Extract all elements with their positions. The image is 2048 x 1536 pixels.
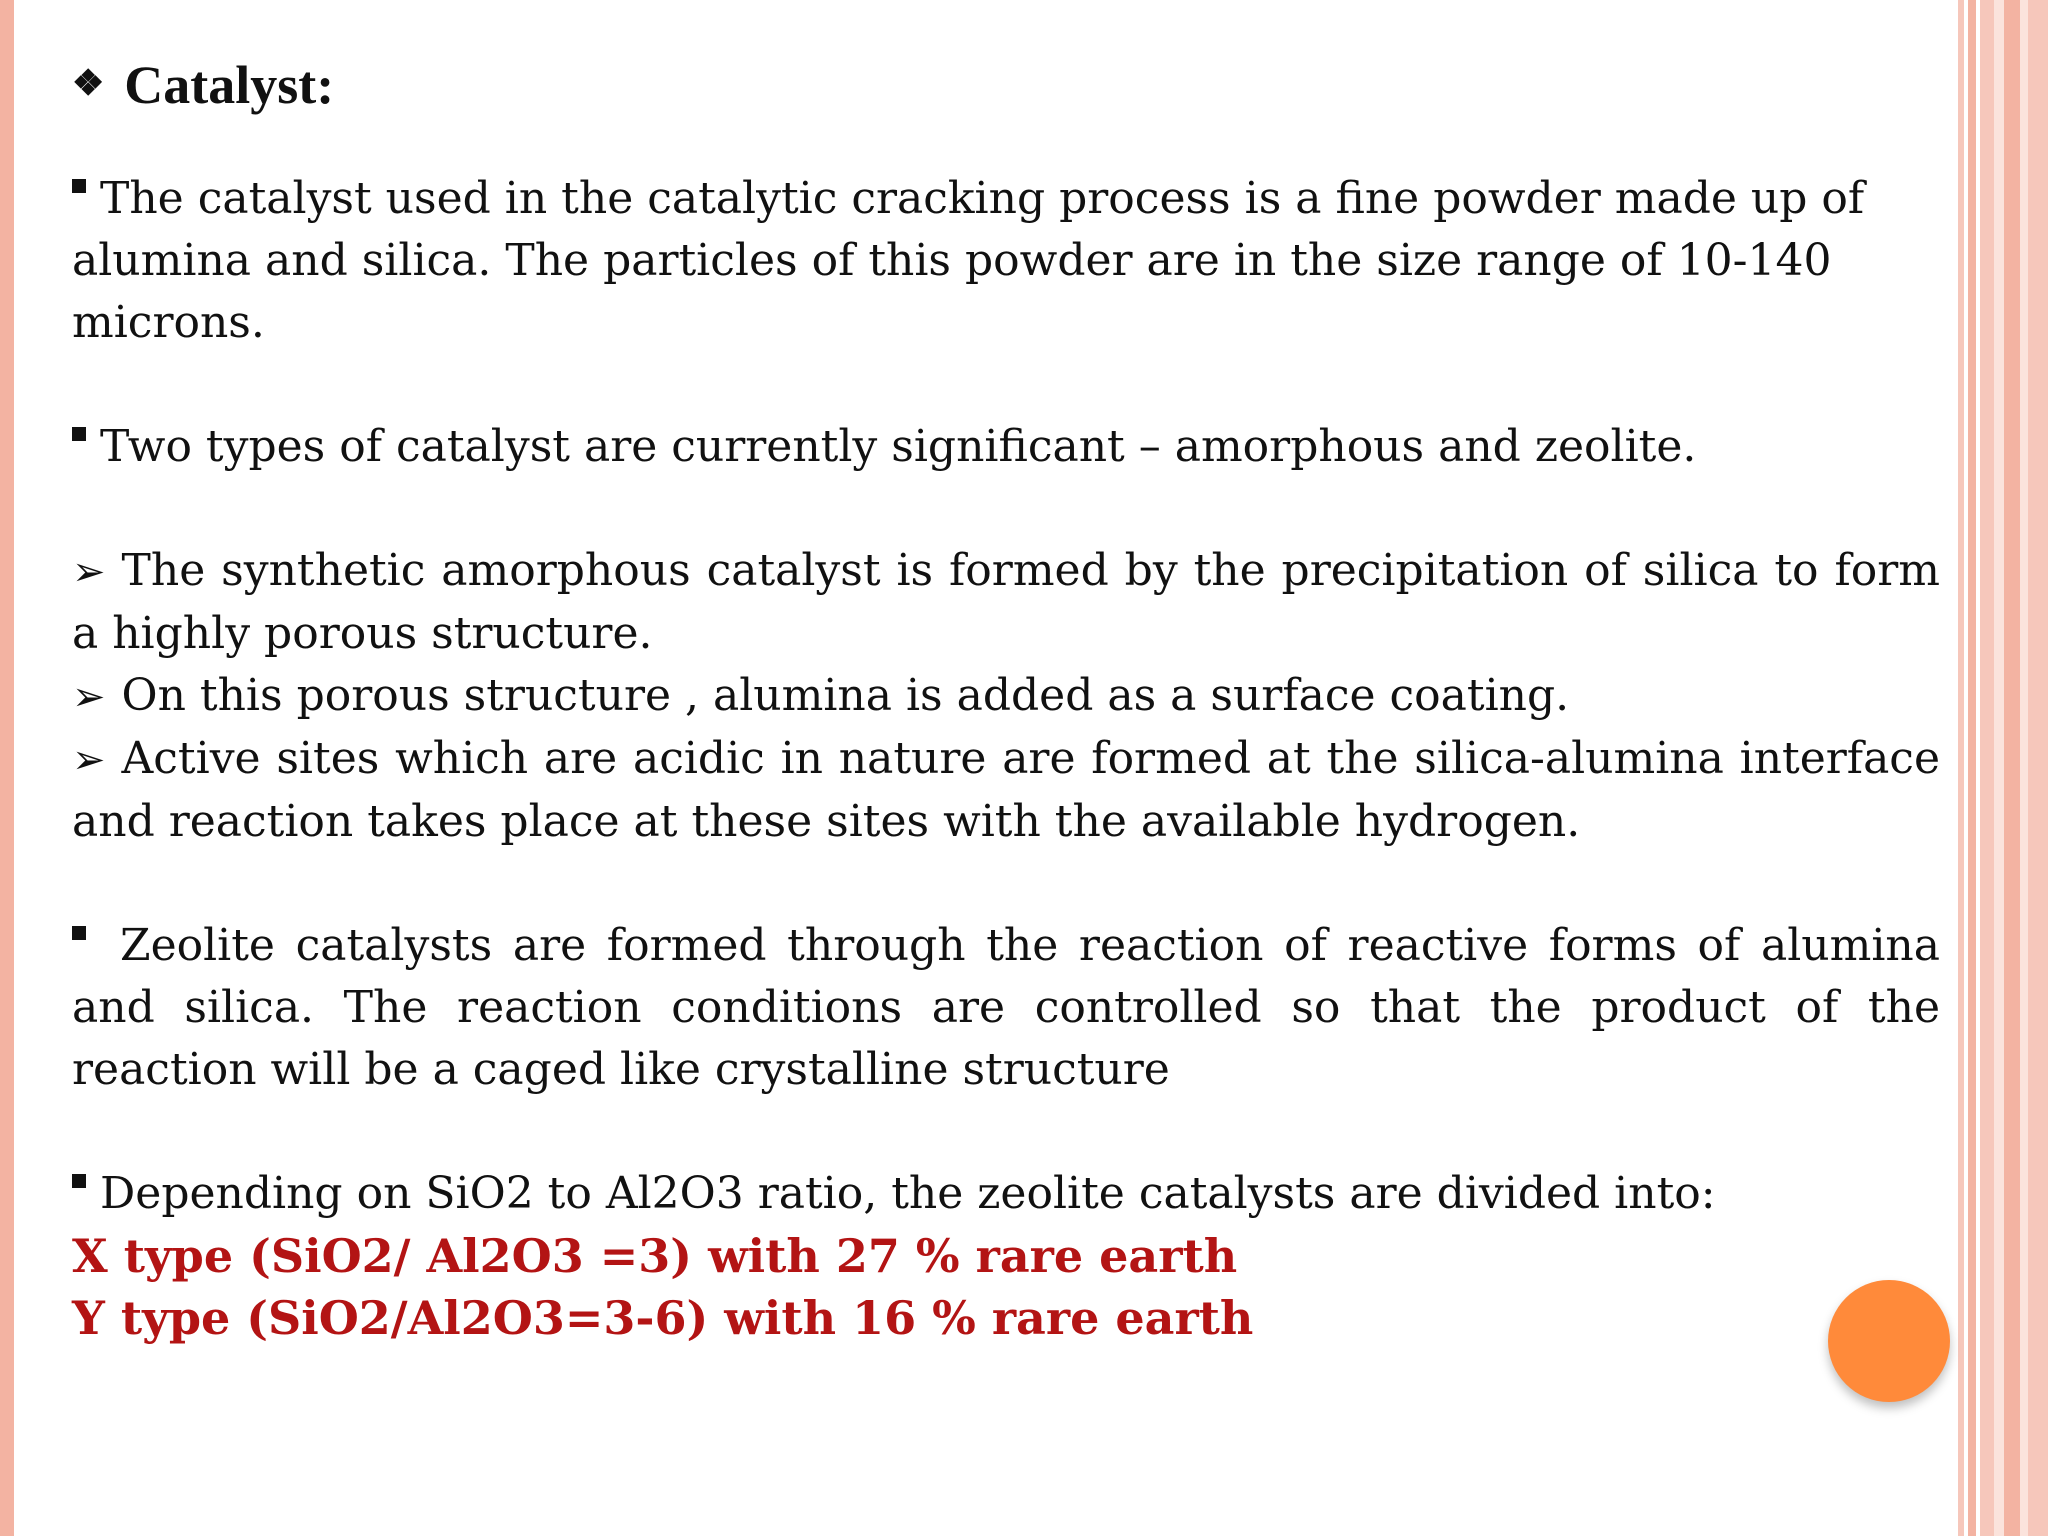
slide-title: Catalyst: bbox=[124, 55, 335, 115]
slide-content bbox=[72, 40, 1940, 1349]
paragraph-2-text: Two types of catalyst are currently significant – amorphous and zeolite. bbox=[100, 421, 1697, 472]
arrow-item-1-text: The synthetic amorphous catalyst is formed by the precipitation of silica to form a highly porous structure. bbox=[72, 545, 1940, 659]
square-bullet-icon bbox=[72, 926, 86, 940]
paragraph-1-text: The catalyst used in the catalytic cracking process is a fine powder made up of alumina and silica. The particles of this powder are in the size range of 10-140 microns. bbox=[72, 173, 1865, 348]
orange-circle-decoration bbox=[1828, 1280, 1950, 1402]
arrow-item-1 bbox=[72, 540, 1940, 665]
square-bullet-icon bbox=[72, 1174, 86, 1188]
y-type-line: Y type (SiO2/Al2O3=3-6) with 16 % rare earth bbox=[72, 1291, 1254, 1345]
square-bullet-icon bbox=[72, 427, 86, 441]
paragraph-4 bbox=[72, 1163, 1940, 1225]
x-type-line: X type (SiO2/ Al2O3 =3) with 27 % rare earth bbox=[72, 1229, 1238, 1283]
slide-title-row bbox=[72, 40, 1940, 128]
four-diamond-bullet-icon: ❖ bbox=[72, 63, 105, 103]
arrow-item-3 bbox=[72, 728, 1940, 853]
arrow-item-2 bbox=[72, 665, 1940, 728]
paragraph-4-text: Depending on SiO2 to Al2O3 ratio, the zeolite catalysts are divided into: bbox=[100, 1168, 1716, 1219]
square-bullet-icon bbox=[72, 179, 86, 193]
arrow-bullet-icon: ➢ bbox=[72, 674, 106, 720]
paragraph-1 bbox=[72, 168, 1940, 354]
paragraph-3-text: Zeolite catalysts are formed through the reaction of reactive forms of alumina and silica. The reaction conditions are controlled so that the product of the reaction will be a caged like crystalline structure bbox=[72, 920, 1940, 1095]
left-border bbox=[0, 0, 14, 1536]
arrow-bullet-icon: ➢ bbox=[72, 737, 106, 783]
arrow-item-2-text: On this porous structure , alumina is added as a surface coating. bbox=[121, 670, 1570, 721]
arrow-item-3-text: Active sites which are acidic in nature are formed at the silica-alumina interface and reaction takes place at these sites with the available hydrogen. bbox=[72, 733, 1940, 847]
paragraph-2 bbox=[72, 416, 1940, 478]
paragraph-3 bbox=[72, 915, 1940, 1101]
right-decorative-bands bbox=[1958, 0, 2048, 1536]
arrow-bullet-icon: ➢ bbox=[72, 549, 106, 595]
